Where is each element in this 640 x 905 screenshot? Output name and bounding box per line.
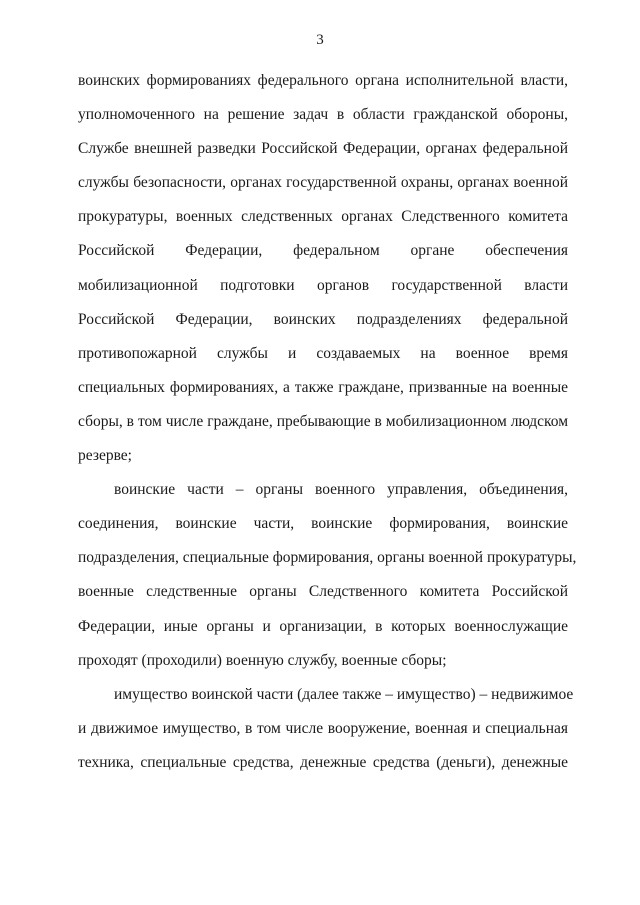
text-line: Федерации, иные органы и организации, в которых военнослужащие <box>78 617 568 635</box>
document-body <box>78 64 577 780</box>
text-line: резерве; <box>78 447 132 465</box>
text-line: Российской Федерации, воинских подразделениях федеральной <box>78 310 568 328</box>
text-line: проходят (проходили) военную службу, военные сборы; <box>78 651 447 669</box>
paragraph-military-units-definition <box>78 473 577 678</box>
text-line: имущество воинской части (далее также – имущество) – недвижимое <box>114 685 574 703</box>
text-line: сборы, в том числе граждане, пребывающие в мобилизационном людском <box>78 412 568 430</box>
text-line: воинские части – органы военного управления, объединения, <box>114 481 568 499</box>
text-line: военные следственные органы Следственного комитета Российской <box>78 583 568 601</box>
text-line: воинских формированиях федерального органа исполнительной власти, <box>78 72 568 89</box>
text-line: техника, специальные средства, денежные средства (деньги), денежные <box>78 753 568 771</box>
text-line: Российской Федерации, федеральном органе обеспечения <box>78 242 568 260</box>
text-line: Службе внешней разведки Российской Федерации, органах федеральной <box>78 140 568 158</box>
text-line: подразделения, специальные формирования, органы военной прокуратуры, <box>78 549 577 567</box>
page-number: 3 <box>316 32 324 48</box>
text-line: прокуратуры, военных следственных органах Следственного комитета <box>78 208 568 226</box>
text-line: соединения, воинские части, воинские формирования, воинские <box>78 515 568 533</box>
paragraph-property-definition <box>78 678 574 780</box>
text-line: специальных формированиях, а также граждане, призванные на военные <box>78 378 568 396</box>
text-line: и движимое имущество, в том числе вооружение, военная и специальная <box>78 719 568 737</box>
text-line: противопожарной службы и создаваемых на военное время <box>78 344 568 362</box>
text-line: уполномоченного на решение задач в области гражданской обороны, <box>78 106 568 124</box>
text-line: службы безопасности, органах государственной охраны, органах военной <box>78 174 568 192</box>
text-line: мобилизационной подготовки органов государственной власти <box>78 276 568 294</box>
paragraph-military-formations <box>78 64 568 473</box>
